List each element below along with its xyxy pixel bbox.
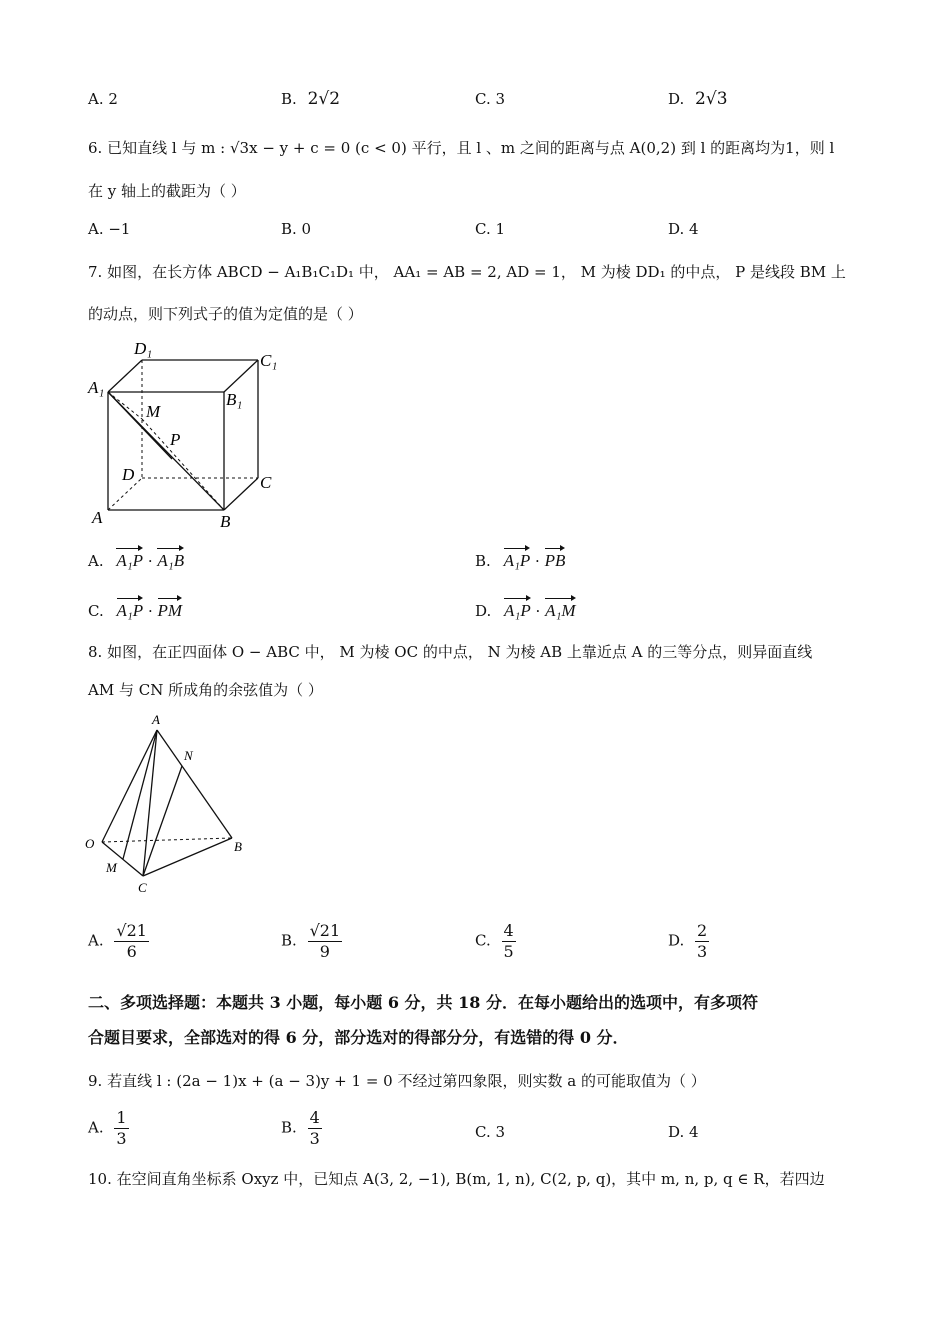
q9-option-a-label: A. bbox=[88, 1118, 104, 1137]
label-d: D bbox=[122, 465, 135, 484]
q8-option-c bbox=[475, 921, 516, 962]
label-p: P bbox=[170, 430, 181, 449]
q7-option-b-label: B. bbox=[475, 552, 491, 570]
hidden-edge-o-b bbox=[102, 838, 232, 842]
q8-option-a-label: A. bbox=[88, 931, 104, 950]
edge-a1-d1 bbox=[108, 360, 142, 392]
q6-option-a: A. −1 bbox=[88, 220, 131, 238]
q6-option-b: B. 0 bbox=[281, 220, 312, 238]
q9-option-a-fraction bbox=[114, 1108, 128, 1149]
q7-stem-line1: 7. 如图，在长方体 ABCD − A₁B₁C₁D₁ 中， AA₁ = AB = 2, AD = 1， M 为棱 DD₁ 的中点， P 是线段 BM 上 bbox=[88, 263, 846, 281]
edge-c-b bbox=[224, 478, 258, 510]
label-n: N bbox=[184, 748, 193, 763]
q8-stem-line1: 8. 如图，在正四面体 O − ABC 中， M 为棱 OC 的中点， N 为棱 AB 上靠近点 A 的三等分点，则异面直线 bbox=[88, 643, 813, 661]
edge-a-c bbox=[143, 730, 157, 876]
q9-option-b-denominator: 3 bbox=[309, 1129, 320, 1148]
q8-option-b-numerator: √21 bbox=[309, 921, 341, 940]
q8-option-d-fraction bbox=[695, 921, 709, 962]
q7-option-a-vector1: A₁P bbox=[116, 545, 143, 571]
q8-option-a-denominator: 6 bbox=[126, 942, 137, 961]
q6-option-d: D. 4 bbox=[668, 220, 699, 238]
q9-option-a-denominator: 3 bbox=[116, 1129, 127, 1148]
q5-option-d-value: 2√3 bbox=[695, 89, 728, 109]
q8-option-d-label: D. bbox=[668, 931, 685, 950]
q5-option-c: C. 3 bbox=[475, 90, 506, 108]
q7-option-b-dot: · bbox=[535, 552, 540, 570]
q5-option-b-value: 2√2 bbox=[307, 89, 341, 109]
edge-a-b bbox=[157, 730, 232, 838]
q5-option-b-label: B. bbox=[281, 90, 297, 108]
label-b1: B₁ bbox=[226, 390, 243, 409]
q8-option-d-denominator: 3 bbox=[697, 942, 708, 961]
q9-option-b-fraction bbox=[308, 1108, 322, 1149]
q8-option-c-denominator: 5 bbox=[503, 942, 514, 961]
q8-option-d-numerator: 2 bbox=[697, 921, 708, 940]
section2-heading-line2: 合题目要求，全部选对的得 6 分，部分选对的得部分分，有选错的得 0 分． bbox=[88, 1028, 629, 1047]
q9-option-b bbox=[281, 1108, 322, 1149]
q8-option-b bbox=[281, 921, 342, 962]
label-o: O bbox=[85, 836, 95, 851]
q8-option-c-label: C. bbox=[475, 931, 491, 950]
segment-a1-p bbox=[108, 392, 172, 459]
q8-option-b-fraction bbox=[308, 921, 343, 962]
edge-c-b bbox=[143, 838, 232, 876]
label-c: C bbox=[260, 473, 272, 492]
q8-option-c-fraction bbox=[502, 921, 516, 962]
label-m: M bbox=[106, 860, 117, 875]
q8-option-b-label: B. bbox=[281, 931, 297, 950]
label-d1: D₁ bbox=[134, 339, 153, 358]
q7-option-d-dot: · bbox=[535, 602, 541, 620]
q7-option-b bbox=[475, 545, 565, 571]
q8-option-a bbox=[88, 921, 149, 962]
q5-option-d bbox=[668, 89, 728, 109]
q5-option-b bbox=[281, 89, 340, 109]
q9-option-a bbox=[88, 1108, 129, 1149]
label-a1: A₁ bbox=[88, 378, 105, 397]
q9-option-b-label: B. bbox=[281, 1118, 297, 1137]
edge-a-o bbox=[102, 730, 157, 842]
q8-stem-line2: AM 与 CN 所成角的余弦值为（ ） bbox=[88, 681, 323, 699]
q9-stem-line1: 9. 若直线 l : (2a − 1)x + (a − 3)y + 1 = 0 不经过第四象限，则实数 a 的可能取值为（ ） bbox=[88, 1072, 706, 1090]
q9-option-b-numerator: 4 bbox=[309, 1108, 320, 1127]
q8-option-d bbox=[668, 921, 709, 962]
q7-option-b-vector1: A₁P bbox=[504, 545, 531, 571]
label-a: A bbox=[152, 712, 160, 727]
label-c: C bbox=[138, 880, 147, 895]
q7-option-d-label: D. bbox=[475, 602, 492, 620]
label-b: B bbox=[234, 839, 242, 854]
q7-option-c bbox=[88, 595, 182, 621]
q5-option-d-label: D. bbox=[668, 90, 685, 108]
q7-option-a-label: A. bbox=[88, 552, 104, 570]
q7-option-c-vector2: PM bbox=[158, 595, 183, 621]
q7-cuboid-figure bbox=[80, 335, 290, 535]
segment-a-m bbox=[123, 730, 157, 859]
q8-option-a-numerator: √21 bbox=[116, 921, 147, 940]
q5-option-a: A. 2 bbox=[88, 90, 118, 108]
q7-option-c-vector1: A₁P bbox=[117, 595, 144, 621]
section2-heading-line1: 二、多项选择题：本题共 3 小题，每小题 6 分，共 18 分．在每小题给出的选项中，有多项符 bbox=[88, 993, 758, 1012]
hidden-segment-m-b bbox=[142, 419, 224, 510]
edge-c1-b1 bbox=[224, 360, 258, 392]
q6-option-c: C. 1 bbox=[475, 220, 506, 238]
q6-stem-line2: 在 y 轴上的截距为（ ） bbox=[88, 182, 246, 200]
q7-option-a bbox=[88, 545, 184, 571]
q7-option-d-vector2: A₁M bbox=[545, 595, 575, 621]
q9-option-a-numerator: 1 bbox=[116, 1108, 127, 1127]
label-b: B bbox=[220, 512, 231, 531]
q7-option-c-label: C. bbox=[88, 602, 104, 620]
q7-option-d bbox=[475, 595, 576, 621]
q9-option-c: C. 3 bbox=[475, 1123, 506, 1141]
label-c1: C₁ bbox=[260, 351, 278, 370]
q7-option-d-vector1: A₁P bbox=[504, 595, 531, 621]
q6-stem-line1: 6. 已知直线 l 与 m : √3x − y + c = 0 (c < 0) 平行，且 l 、m 之间的距离与点 A(0,2) 到 l 的距离均为1，则 l bbox=[88, 139, 835, 157]
hidden-segment-a1-m bbox=[108, 392, 142, 419]
q7-option-b-vector2: PB bbox=[545, 545, 566, 571]
label-m: M bbox=[146, 402, 161, 421]
q7-stem-line2: 的动点，则下列式子的值为定值的是（ ） bbox=[88, 305, 363, 323]
q8-tetrahedron-figure bbox=[80, 708, 260, 898]
q8-option-a-fraction bbox=[114, 921, 149, 962]
q10-stem-line1: 10. 在空间直角坐标系 Oxyz 中，已知点 A(3, 2, −1), B(m, 1, n), C(2, p, q)，其中 m, n, p, q ∈ R，若四边 bbox=[88, 1170, 825, 1188]
q9-option-d: D. 4 bbox=[668, 1123, 699, 1141]
q8-option-b-denominator: 9 bbox=[319, 942, 330, 961]
q7-option-a-dot: · bbox=[147, 552, 153, 570]
q8-option-c-numerator: 4 bbox=[503, 921, 514, 940]
label-a: A bbox=[92, 508, 103, 527]
q7-option-a-vector2: A₁B bbox=[157, 545, 184, 571]
q7-option-c-dot: · bbox=[147, 602, 153, 620]
